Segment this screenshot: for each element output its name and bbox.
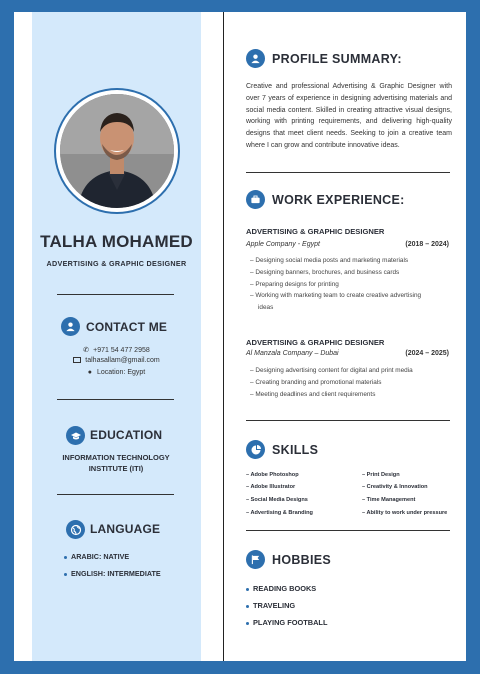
hobby-item: PLAYING FOOTBALL xyxy=(246,618,327,627)
job-bullets xyxy=(250,255,455,314)
job-bullet: – Designing banners, brochures, and business cards xyxy=(250,268,400,276)
contact-location: ● Location: Egypt xyxy=(87,369,146,376)
candidate-name: TALHA MOHAMED xyxy=(40,232,193,251)
job-bullet: – Designing advertising content for digital and print media xyxy=(250,367,413,374)
pie-chart-icon xyxy=(246,440,265,459)
section-divider xyxy=(246,172,450,173)
vertical-divider xyxy=(223,12,224,661)
summary-text: Creative and professional Advertising & Graphic Designer with over 7 years of experience in designing advertising materials and social media content. Skilled in creating attractive visual designs, working with printing requirements, and delivering high-quality designs that meet client needs. Seeking to join a creative team where I can grow and contribute innovative ideas. xyxy=(246,83,452,149)
job-bullet: – Designing social media posts and marketing materials xyxy=(250,257,409,264)
sidebar-divider xyxy=(57,294,174,295)
education-title: EDUCATION xyxy=(90,428,163,442)
job-company: Al Manzala Company – Dubai xyxy=(246,350,339,357)
job-company: Apple Company - Egypt xyxy=(246,241,320,248)
skills-title: SKILLS xyxy=(272,443,319,457)
summary-title: PROFILE SUMMARY: xyxy=(272,52,402,66)
job-bullet: – Preparing designs for printing xyxy=(250,280,339,288)
job-dates: (2018 – 2024) xyxy=(405,241,449,248)
sidebar-divider xyxy=(57,399,174,400)
job-bullet: – Working with marketing team to create creative advertising xyxy=(250,292,422,300)
skill-item: – Social Media Designs xyxy=(246,497,308,503)
skill-item: – Time Management xyxy=(362,497,416,503)
experience-title: WORK EXPERIENCE: xyxy=(272,193,405,207)
skill-item: – Adobe Photoshop xyxy=(246,472,299,478)
job-title: ADVERTISING & GRAPHIC DESIGNER xyxy=(246,227,385,236)
briefcase-icon xyxy=(246,190,265,209)
phone-icon: ✆ xyxy=(83,347,90,354)
avatar xyxy=(60,94,174,208)
language-title: LANGUAGE xyxy=(90,522,161,536)
contact-email: talhasallam@gmail.com xyxy=(32,357,201,364)
job-title: ADVERTISING & GRAPHIC DESIGNER xyxy=(246,338,385,347)
job-dates: (2024 – 2025) xyxy=(405,350,449,357)
section-divider xyxy=(246,420,450,421)
job-bullet: – Creating branding and promotional materials xyxy=(250,378,382,386)
language-item: ENGLISH: INTERMEDIATE xyxy=(64,569,161,578)
hobby-item: TRAVELING xyxy=(246,601,295,610)
user-icon xyxy=(246,49,265,68)
mail-icon xyxy=(73,357,81,363)
contact-title: CONTACT ME xyxy=(86,320,168,334)
candidate-role: ADVERTISING & GRAPHIC DESIGNER xyxy=(46,259,187,268)
contact-phone: ✆ +971 54 477 2958 xyxy=(83,347,150,354)
skill-item: – Adobe Illustrator xyxy=(246,484,296,490)
skill-item: – Creativity & Innovation xyxy=(362,484,428,490)
skill-item: – Ability to work under pressure xyxy=(362,510,448,516)
skill-item: – Print Design xyxy=(362,472,400,478)
hobbies-title: HOBBIES xyxy=(272,553,332,567)
portrait-image xyxy=(60,94,174,208)
flag-icon xyxy=(246,550,265,569)
job-bullet: ideas xyxy=(258,304,274,312)
hobby-item: READING BOOKS xyxy=(246,584,316,593)
education-institution: INFORMATION TECHNOLOGY INSTITUTE (ITI) xyxy=(62,453,170,473)
section-divider xyxy=(246,530,450,531)
language-item: ARABIC: NATIVE xyxy=(64,552,129,561)
skill-item: – Advertising & Branding xyxy=(246,510,313,516)
user-icon xyxy=(61,317,80,336)
job-bullet: – Meeting deadlines and client requirements xyxy=(250,390,376,398)
job-bullets xyxy=(250,365,455,400)
location-pin-icon: ● xyxy=(87,369,92,376)
resume-sheet xyxy=(14,12,466,661)
globe-icon xyxy=(66,520,85,539)
graduation-cap-icon xyxy=(66,426,85,445)
sidebar-divider xyxy=(57,494,174,495)
